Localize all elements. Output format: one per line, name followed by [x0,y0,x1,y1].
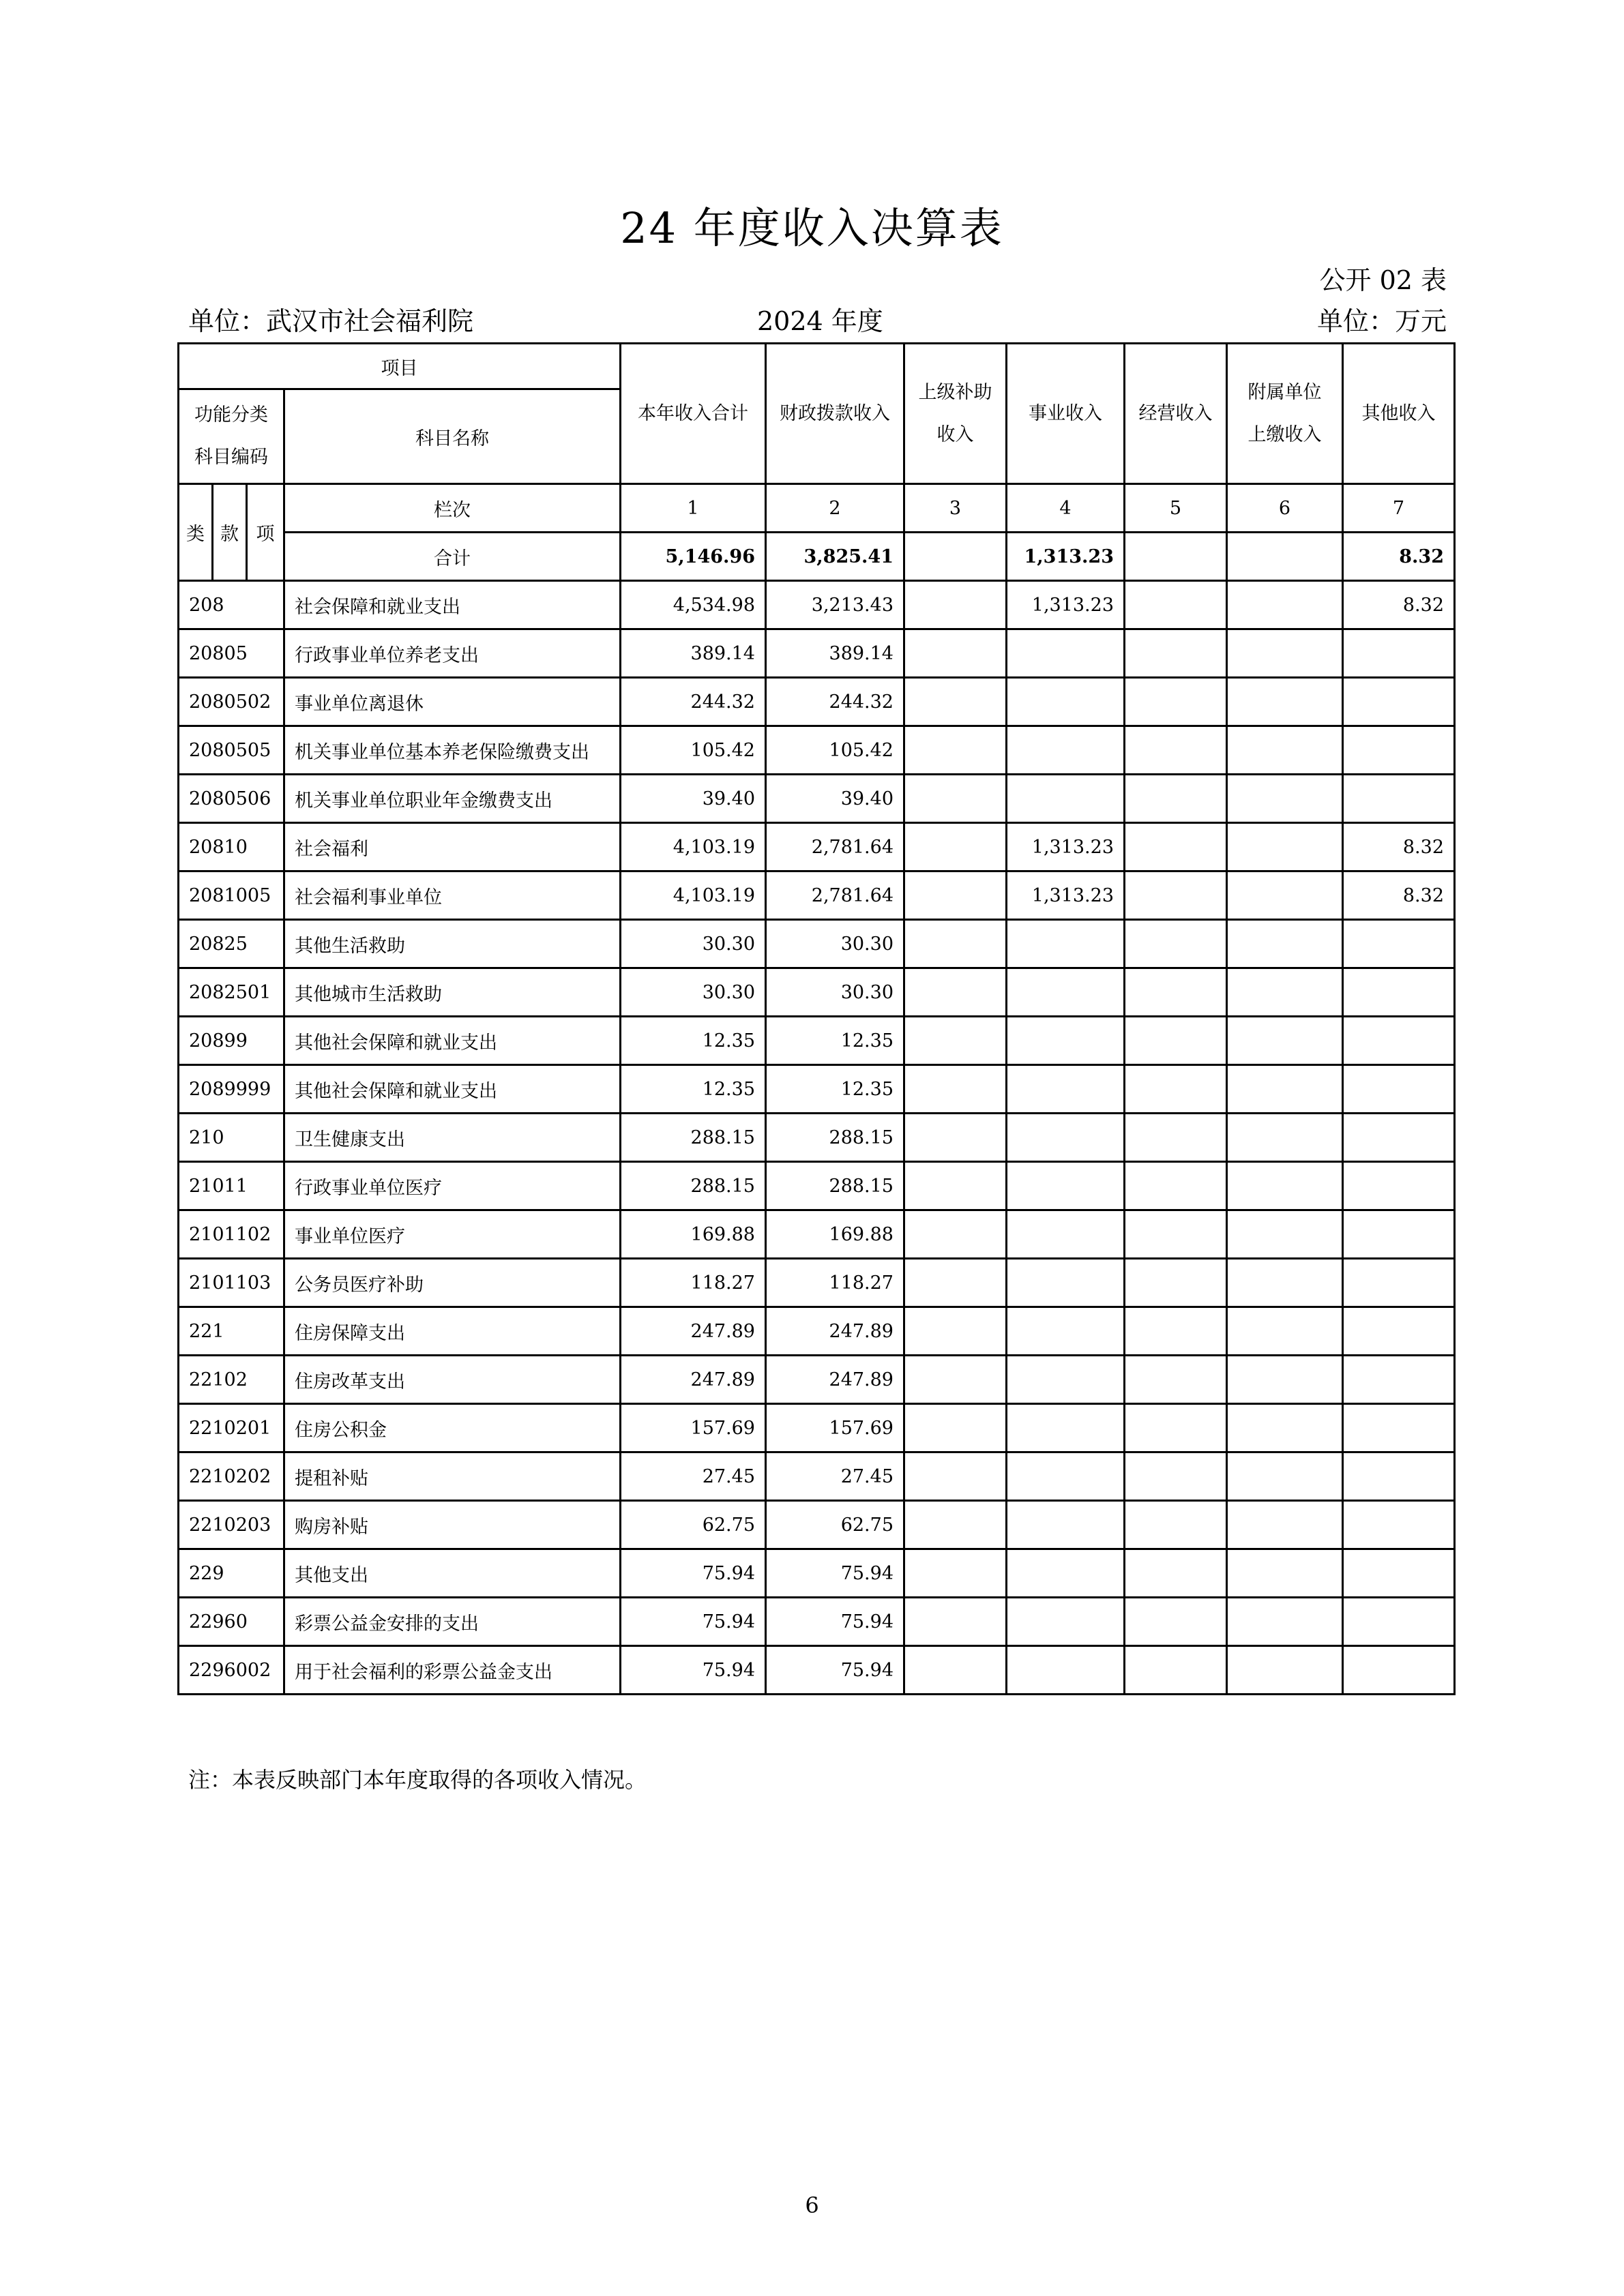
row-code: 20899 [179,1017,284,1065]
row-code: 2081005 [179,871,284,920]
row-code: 2082501 [179,968,284,1017]
header-col-1: 本年收入合计 [621,344,766,484]
row-value-v7 [1343,1598,1455,1646]
row-value-v2: 247.89 [766,1356,904,1404]
row-value-v2: 27.45 [766,1452,904,1501]
table-row [179,581,1455,629]
row-value-v1: 75.94 [621,1646,766,1695]
row-value-v6 [1227,823,1343,871]
row-subject-name: 机关事业单位基本养老保险缴费支出 [284,726,621,775]
row-value-v3 [904,1356,1007,1404]
row-value-v5 [1125,726,1227,775]
total-cell: 8.32 [1343,533,1455,581]
row-value-v1: 169.88 [621,1210,766,1259]
row-value-v5 [1125,1210,1227,1259]
row-subject-name: 用于社会福利的彩票公益金支出 [284,1646,621,1695]
row-value-v6 [1227,1114,1343,1162]
row-value-v7: 8.32 [1343,823,1455,871]
row-value-v2: 39.40 [766,775,904,823]
row-value-v2: 288.15 [766,1114,904,1162]
header-func-code: 功能分类 科目编码 [179,389,284,484]
table-row [179,1210,1455,1259]
row-value-v7 [1343,1501,1455,1549]
row-value-v5 [1125,1017,1227,1065]
row-value-v6 [1227,678,1343,726]
table-row [179,920,1455,968]
row-value-v1: 12.35 [621,1065,766,1114]
row-value-v2: 2,781.64 [766,871,904,920]
row-subject-name: 提租补贴 [284,1452,621,1501]
row-value-v7 [1343,1356,1455,1404]
row-value-v3 [904,823,1007,871]
row-code: 2089999 [179,1065,284,1114]
row-value-v5 [1125,1452,1227,1501]
table-row [179,1259,1455,1307]
row-value-v3 [904,1307,1007,1356]
row-value-v5 [1125,823,1227,871]
row-value-v6 [1227,871,1343,920]
table-row [179,1017,1455,1065]
row-value-v1: 4,103.19 [621,823,766,871]
row-code: 2296002 [179,1646,284,1695]
row-value-v6 [1227,726,1343,775]
row-value-v4 [1007,1307,1125,1356]
row-code: 2080502 [179,678,284,726]
row-subject-name: 彩票公益金安排的支出 [284,1598,621,1646]
row-value-v1: 30.30 [621,968,766,1017]
row-value-v2: 30.30 [766,920,904,968]
row-value-v3 [904,678,1007,726]
table-note: 注：本表反映部门本年度取得的各项收入情况。 [188,1767,647,1793]
row-value-v7 [1343,629,1455,678]
row-value-v2: 118.27 [766,1259,904,1307]
row-value-v4 [1007,1210,1125,1259]
row-value-v4 [1007,775,1125,823]
row-subject-name: 社会保障和就业支出 [284,581,621,629]
total-label: 合计 [284,533,621,581]
table-row [179,871,1455,920]
total-row [179,533,1455,581]
row-value-v2: 169.88 [766,1210,904,1259]
row-value-v1: 12.35 [621,1017,766,1065]
table-row [179,1598,1455,1646]
row-subject-name: 其他社会保障和就业支出 [284,1017,621,1065]
row-value-v7 [1343,968,1455,1017]
total-cell: 3,825.41 [766,533,904,581]
row-subject-name: 其他社会保障和就业支出 [284,1065,621,1114]
header-project: 项目 [179,344,621,389]
row-value-v4 [1007,678,1125,726]
row-value-v3 [904,1501,1007,1549]
row-value-v4 [1007,1065,1125,1114]
row-value-v6 [1227,1501,1343,1549]
row-value-v5 [1125,1646,1227,1695]
row-code: 210 [179,1114,284,1162]
row-value-v7 [1343,1210,1455,1259]
row-value-v3 [904,1065,1007,1114]
row-subject-name: 行政事业单位养老支出 [284,629,621,678]
row-value-v1: 288.15 [621,1162,766,1210]
total-cell: 1,313.23 [1007,533,1125,581]
row-value-v6 [1227,1210,1343,1259]
table-row [179,1356,1455,1404]
row-value-v4: 1,313.23 [1007,871,1125,920]
row-subject-name: 其他城市生活救助 [284,968,621,1017]
col-num-5: 5 [1125,484,1227,533]
row-code: 2101102 [179,1210,284,1259]
row-value-v5 [1125,775,1227,823]
table-row [179,1114,1455,1162]
header-kuan: 款 [213,484,247,581]
row-value-v7 [1343,1065,1455,1114]
row-code: 2101103 [179,1259,284,1307]
header-col-3: 上级补助 收入 [904,344,1007,484]
fiscal-year: 2024 年度 [757,306,883,336]
col-num-1: 1 [621,484,766,533]
row-code: 22102 [179,1356,284,1404]
row-value-v5 [1125,1404,1227,1452]
row-code: 2210203 [179,1501,284,1549]
row-value-v4 [1007,1017,1125,1065]
row-value-v6 [1227,1259,1343,1307]
table-row [179,968,1455,1017]
row-value-v3 [904,1404,1007,1452]
row-value-v2: 247.89 [766,1307,904,1356]
row-value-v6 [1227,581,1343,629]
row-value-v4: 1,313.23 [1007,581,1125,629]
row-value-v5 [1125,1162,1227,1210]
col-num-2: 2 [766,484,904,533]
row-value-v1: 389.14 [621,629,766,678]
row-subject-name: 住房保障支出 [284,1307,621,1356]
header-subject-name: 科目名称 [284,389,621,484]
row-value-v4 [1007,1259,1125,1307]
header-xiang: 项 [247,484,284,581]
row-value-v6 [1227,1404,1343,1452]
row-value-v5 [1125,1549,1227,1598]
row-value-v2: 244.32 [766,678,904,726]
row-value-v3 [904,968,1007,1017]
row-value-v7 [1343,1307,1455,1356]
row-value-v7 [1343,1452,1455,1501]
row-subject-name: 其他生活救助 [284,920,621,968]
reporting-unit: 单位：武汉市社会福利院 [188,306,474,336]
row-value-v1: 62.75 [621,1501,766,1549]
row-code: 21011 [179,1162,284,1210]
row-value-v3 [904,1017,1007,1065]
table-row [179,678,1455,726]
row-value-v4 [1007,1549,1125,1598]
row-value-v2: 105.42 [766,726,904,775]
row-code: 20825 [179,920,284,968]
row-value-v4: 1,313.23 [1007,823,1125,871]
row-value-v3 [904,1549,1007,1598]
row-subject-name: 公务员医疗补助 [284,1259,621,1307]
row-value-v6 [1227,1307,1343,1356]
table-row [179,1162,1455,1210]
row-value-v1: 75.94 [621,1598,766,1646]
header-col-label: 栏次 [284,484,621,533]
row-value-v5 [1125,581,1227,629]
row-value-v4 [1007,726,1125,775]
row-value-v7 [1343,1114,1455,1162]
row-value-v6 [1227,1162,1343,1210]
row-value-v1: 30.30 [621,920,766,968]
row-value-v5 [1125,1307,1227,1356]
row-value-v1: 157.69 [621,1404,766,1452]
row-subject-name: 社会福利 [284,823,621,871]
total-cell [1125,533,1227,581]
row-value-v6 [1227,775,1343,823]
row-value-v7 [1343,1259,1455,1307]
row-value-v4 [1007,968,1125,1017]
page-title: 24 年度收入决算表 [620,203,1004,253]
row-value-v1: 247.89 [621,1307,766,1356]
row-value-v3 [904,1452,1007,1501]
row-value-v7: 8.32 [1343,581,1455,629]
table-row [179,629,1455,678]
row-value-v7: 8.32 [1343,871,1455,920]
row-subject-name: 机关事业单位职业年金缴费支出 [284,775,621,823]
row-value-v4 [1007,1162,1125,1210]
row-subject-name: 住房改革支出 [284,1356,621,1404]
currency-unit: 单位：万元 [1316,306,1447,336]
row-subject-name: 事业单位医疗 [284,1210,621,1259]
row-code: 208 [179,581,284,629]
col-num-6: 6 [1227,484,1343,533]
col-num-4: 4 [1007,484,1125,533]
row-value-v4 [1007,1114,1125,1162]
row-value-v5 [1125,1114,1227,1162]
row-value-v1: 4,103.19 [621,871,766,920]
row-value-v2: 288.15 [766,1162,904,1210]
table-row [179,1501,1455,1549]
row-value-v3 [904,1210,1007,1259]
row-value-v7 [1343,726,1455,775]
row-code: 229 [179,1549,284,1598]
row-value-v2: 12.35 [766,1065,904,1114]
row-value-v3 [904,1598,1007,1646]
row-value-v7 [1343,1646,1455,1695]
row-value-v3 [904,775,1007,823]
table-row [179,1307,1455,1356]
row-value-v4 [1007,629,1125,678]
row-subject-name: 其他支出 [284,1549,621,1598]
row-value-v1: 4,534.98 [621,581,766,629]
row-value-v7 [1343,678,1455,726]
row-value-v4 [1007,1598,1125,1646]
row-value-v2: 12.35 [766,1017,904,1065]
table-row [179,1065,1455,1114]
row-value-v6 [1227,1646,1343,1695]
row-value-v1: 39.40 [621,775,766,823]
total-cell [904,533,1007,581]
row-value-v2: 157.69 [766,1404,904,1452]
row-subject-name: 住房公积金 [284,1404,621,1452]
row-value-v4 [1007,1501,1125,1549]
row-value-v7 [1343,775,1455,823]
row-value-v5 [1125,968,1227,1017]
row-value-v2: 30.30 [766,968,904,1017]
table-row [179,1452,1455,1501]
table-row [179,823,1455,871]
table-row [179,726,1455,775]
row-value-v6 [1227,1065,1343,1114]
row-value-v2: 75.94 [766,1646,904,1695]
row-value-v6 [1227,629,1343,678]
row-value-v5 [1125,1501,1227,1549]
row-value-v6 [1227,1356,1343,1404]
row-value-v2: 75.94 [766,1598,904,1646]
row-value-v3 [904,871,1007,920]
header-col-2: 财政拨款收入 [766,344,904,484]
row-value-v5 [1125,1356,1227,1404]
row-value-v7 [1343,1404,1455,1452]
row-value-v5 [1125,871,1227,920]
row-value-v6 [1227,1598,1343,1646]
table-row [179,775,1455,823]
row-value-v3 [904,629,1007,678]
header-lei: 类 [179,484,213,581]
row-value-v6 [1227,968,1343,1017]
header-col-7: 其他收入 [1343,344,1455,484]
row-value-v3 [904,581,1007,629]
row-value-v7 [1343,920,1455,968]
table-row [179,1646,1455,1695]
row-value-v1: 105.42 [621,726,766,775]
row-value-v5 [1125,678,1227,726]
row-value-v3 [904,1162,1007,1210]
row-value-v6 [1227,920,1343,968]
col-num-3: 3 [904,484,1007,533]
row-value-v2: 62.75 [766,1501,904,1549]
col-num-7: 7 [1343,484,1455,533]
row-value-v2: 3,213.43 [766,581,904,629]
row-value-v2: 75.94 [766,1549,904,1598]
total-cell: 5,146.96 [621,533,766,581]
row-code: 2080505 [179,726,284,775]
row-value-v7 [1343,1162,1455,1210]
row-value-v6 [1227,1017,1343,1065]
row-code: 20805 [179,629,284,678]
row-value-v3 [904,920,1007,968]
income-table [177,342,1456,1695]
page-number: 6 [805,2192,819,2218]
row-value-v4 [1007,1452,1125,1501]
form-number: 公开 02 表 [1319,265,1447,295]
row-code: 22960 [179,1598,284,1646]
row-value-v7 [1343,1549,1455,1598]
row-subject-name: 社会福利事业单位 [284,871,621,920]
row-code: 221 [179,1307,284,1356]
row-value-v1: 247.89 [621,1356,766,1404]
row-subject-name: 购房补贴 [284,1501,621,1549]
row-subject-name: 行政事业单位医疗 [284,1162,621,1210]
row-value-v5 [1125,1598,1227,1646]
header-col-5: 经营收入 [1125,344,1227,484]
row-value-v6 [1227,1452,1343,1501]
row-value-v5 [1125,1065,1227,1114]
row-code: 2080506 [179,775,284,823]
row-value-v5 [1125,1259,1227,1307]
row-value-v5 [1125,629,1227,678]
row-value-v2: 389.14 [766,629,904,678]
table-row [179,1404,1455,1452]
row-subject-name: 卫生健康支出 [284,1114,621,1162]
row-value-v1: 288.15 [621,1114,766,1162]
table-row [179,1549,1455,1598]
total-cell [1227,533,1343,581]
row-value-v1: 75.94 [621,1549,766,1598]
header-col-6: 附属单位 上缴收入 [1227,344,1343,484]
row-value-v1: 27.45 [621,1452,766,1501]
row-code: 20810 [179,823,284,871]
row-value-v7 [1343,1017,1455,1065]
row-value-v4 [1007,920,1125,968]
row-value-v5 [1125,920,1227,968]
row-subject-name: 事业单位离退休 [284,678,621,726]
row-code: 2210201 [179,1404,284,1452]
row-value-v3 [904,1646,1007,1695]
row-value-v2: 2,781.64 [766,823,904,871]
header-col-4: 事业收入 [1007,344,1125,484]
row-value-v3 [904,726,1007,775]
row-value-v4 [1007,1404,1125,1452]
row-code: 2210202 [179,1452,284,1501]
row-value-v1: 244.32 [621,678,766,726]
row-value-v6 [1227,1549,1343,1598]
row-value-v1: 118.27 [621,1259,766,1307]
row-value-v4 [1007,1356,1125,1404]
row-value-v3 [904,1259,1007,1307]
row-value-v4 [1007,1646,1125,1695]
row-value-v3 [904,1114,1007,1162]
